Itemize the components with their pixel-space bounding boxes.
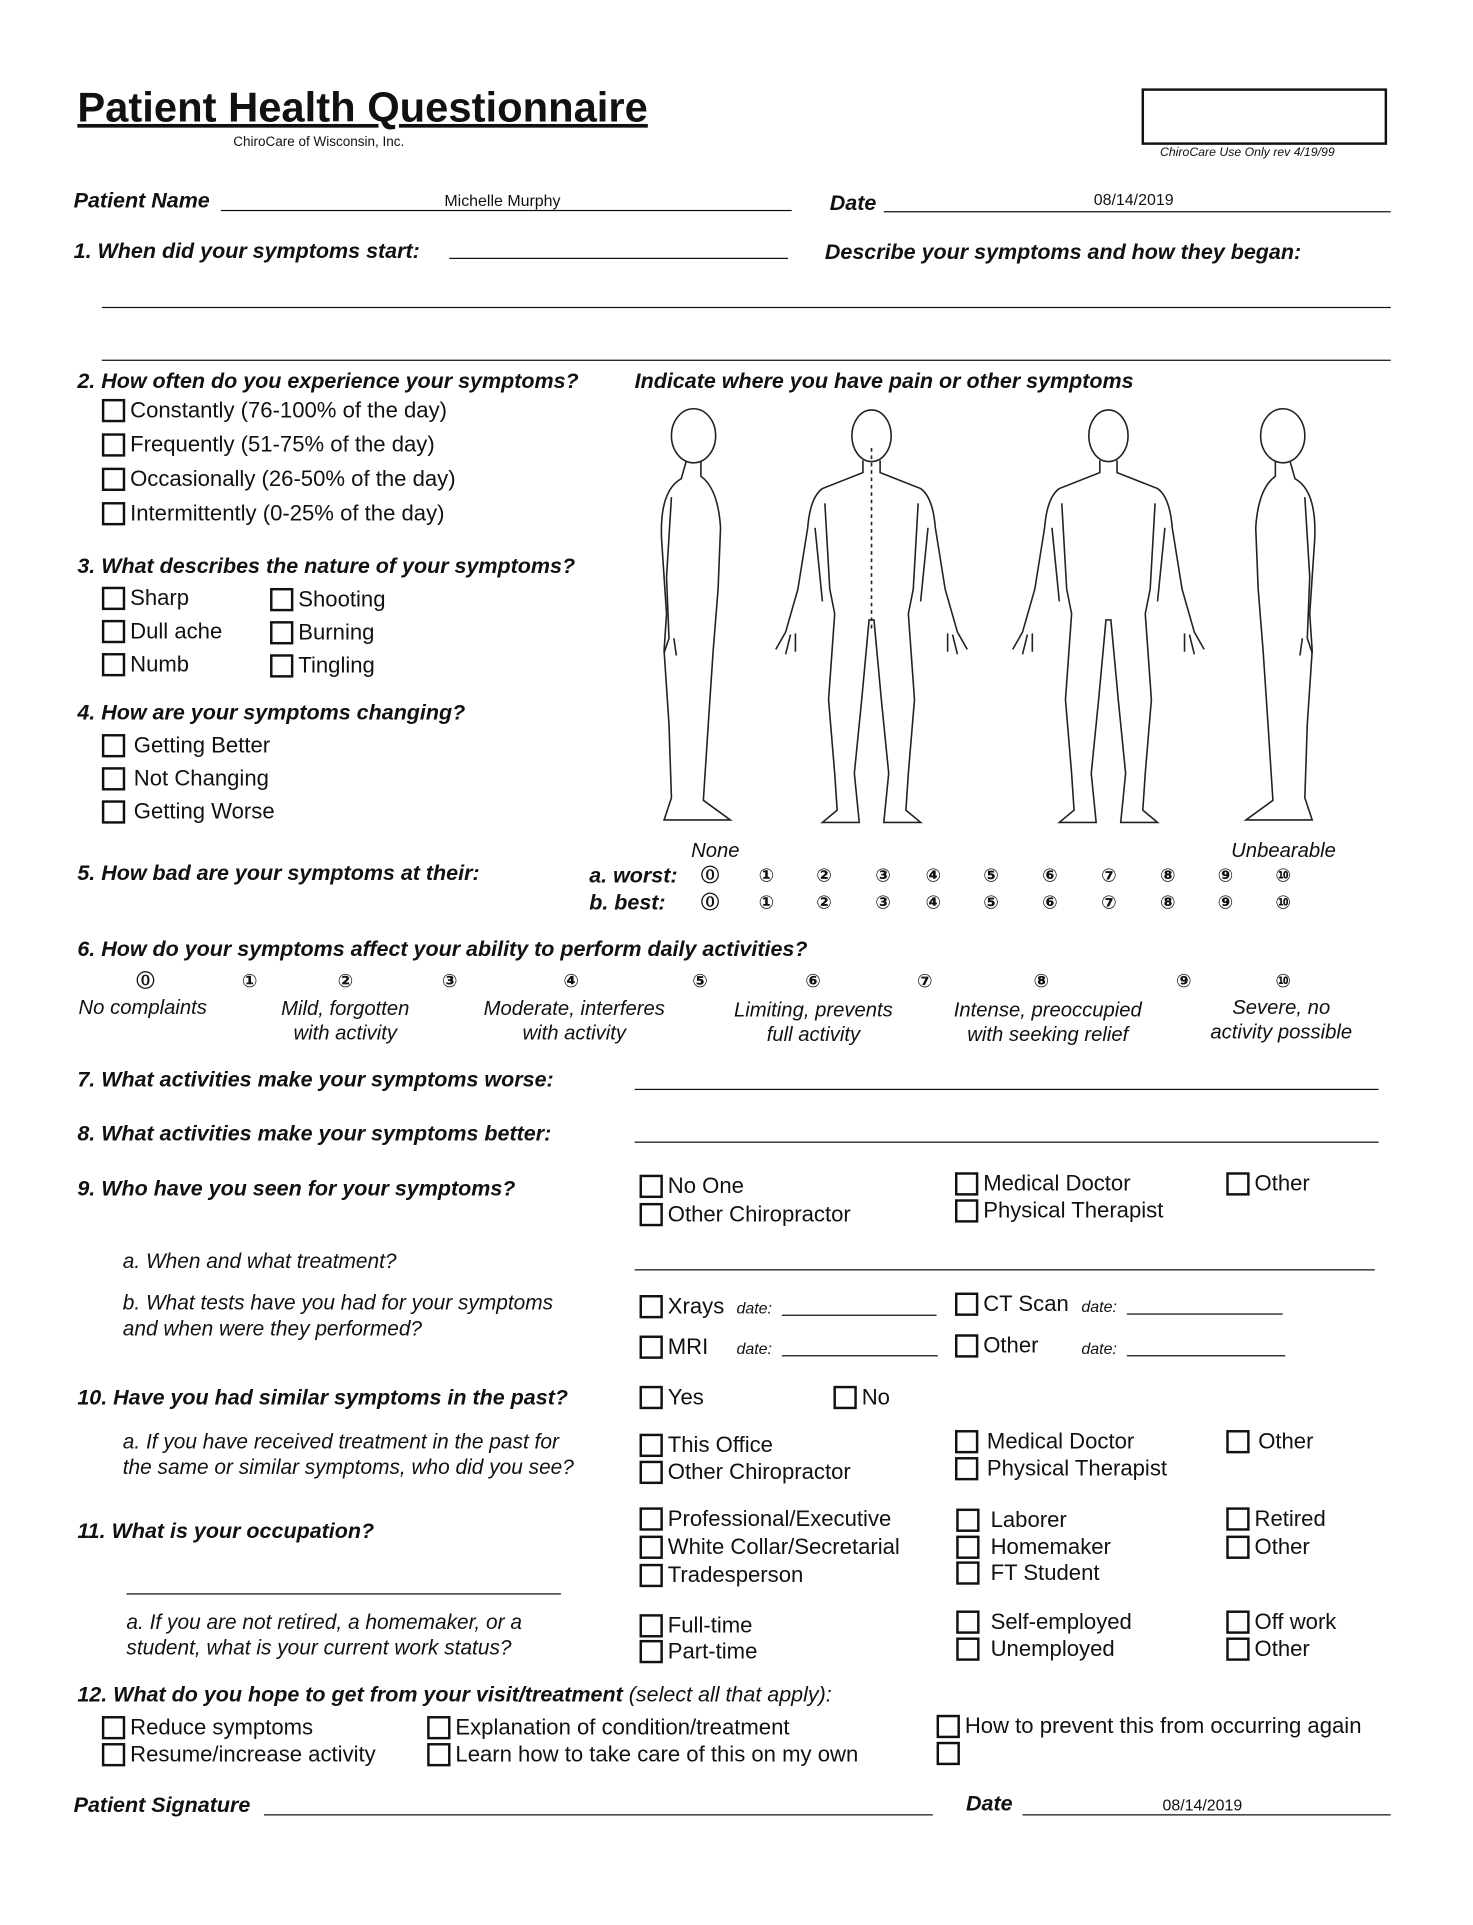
q10-no[interactable] bbox=[833, 1385, 889, 1410]
q5-best-option-9[interactable]: ⑨ bbox=[1217, 891, 1234, 914]
describe-label: Describe your symptoms and how they began: bbox=[824, 239, 1302, 264]
option-label: MRI bbox=[667, 1334, 709, 1359]
q6-desc-8: Intense, preoccupied with seeking relief bbox=[953, 999, 1142, 1046]
q6-option-1[interactable]: ① bbox=[241, 969, 258, 992]
q7-label: 7. What activities make your symptoms worse: bbox=[77, 1066, 554, 1092]
checkbox[interactable] bbox=[1226, 1610, 1249, 1633]
option-label: Medical Doctor bbox=[983, 1171, 1131, 1196]
signature-date-label: Date bbox=[966, 1790, 1013, 1816]
checkbox[interactable] bbox=[102, 398, 125, 421]
status-full-time[interactable] bbox=[640, 1613, 753, 1638]
q5-best-option-8[interactable]: ⑧ bbox=[1159, 891, 1176, 914]
q6-option-3[interactable]: ③ bbox=[441, 969, 458, 992]
q11-answer-line[interactable] bbox=[126, 1593, 561, 1594]
checkbox[interactable] bbox=[102, 767, 125, 790]
checkbox[interactable] bbox=[640, 1202, 663, 1225]
option-label: Intermittently (0-25% of the day) bbox=[130, 500, 445, 526]
q9-test-ct-scan[interactable] bbox=[955, 1291, 1069, 1316]
date-label: Date bbox=[829, 190, 877, 215]
q3-option-burning[interactable] bbox=[270, 620, 374, 645]
option-label: Constantly (76-100% of the day) bbox=[130, 397, 448, 423]
checkbox[interactable] bbox=[956, 1535, 979, 1558]
option-label: Tingling bbox=[298, 653, 375, 678]
q12-option-blank[interactable] bbox=[937, 1742, 965, 1765]
q11-option-ft-student[interactable] bbox=[956, 1560, 1099, 1585]
body-figure-side-right bbox=[1246, 409, 1315, 820]
checkbox[interactable] bbox=[102, 433, 125, 456]
q3-option-shooting[interactable] bbox=[270, 587, 385, 612]
option-label: Sharp bbox=[130, 585, 190, 611]
q9-test-other[interactable] bbox=[955, 1333, 1039, 1358]
signature-line[interactable] bbox=[264, 1814, 933, 1815]
q5-best-option-1[interactable]: ① bbox=[758, 891, 775, 914]
checkbox[interactable] bbox=[640, 1563, 663, 1586]
option-label: Xrays bbox=[667, 1293, 725, 1319]
status-other[interactable] bbox=[1226, 1636, 1310, 1661]
q10-yes[interactable] bbox=[640, 1385, 704, 1410]
option-label: Other bbox=[1258, 1428, 1314, 1454]
q10-option-medical-doctor[interactable] bbox=[955, 1429, 1134, 1454]
checkbox[interactable] bbox=[102, 652, 125, 675]
status-off-work[interactable] bbox=[1226, 1609, 1336, 1634]
q6-option-2[interactable]: ② bbox=[337, 969, 354, 992]
q12-label bbox=[77, 1682, 831, 1707]
q12-option-reduce-symptoms[interactable] bbox=[102, 1715, 313, 1740]
best-label: b. best: bbox=[589, 889, 666, 915]
q9-option-other[interactable] bbox=[1226, 1171, 1310, 1196]
body-diagram[interactable] bbox=[620, 399, 1369, 829]
q4-label: 4. How are your symptoms changing? bbox=[77, 699, 466, 725]
q10-option-other-chiropractor[interactable] bbox=[640, 1459, 851, 1484]
status-unemployed[interactable] bbox=[956, 1636, 1114, 1661]
q11-label: 11. What is your occupation? bbox=[77, 1518, 375, 1543]
checkbox[interactable] bbox=[956, 1508, 979, 1531]
q5-best-option-2[interactable]: ② bbox=[816, 891, 832, 914]
q11-option-laborer[interactable] bbox=[956, 1507, 1067, 1532]
q5-label: 5. How bad are your symptoms at their: bbox=[77, 860, 480, 886]
q11a-label-2: student, what is your current work status? bbox=[126, 1636, 512, 1660]
checkbox[interactable] bbox=[102, 619, 125, 642]
q5-worst-option-5[interactable]: ⑤ bbox=[983, 864, 999, 887]
checkbox[interactable] bbox=[956, 1610, 979, 1633]
q5-best-option-6[interactable]: ⑥ bbox=[1042, 891, 1058, 914]
checkbox[interactable] bbox=[955, 1292, 978, 1315]
q2-option-occasionally[interactable] bbox=[102, 466, 456, 491]
q6-option-0[interactable]: ⓪ bbox=[136, 969, 155, 992]
q9b-label-1: b. What tests have you had for your symptoms bbox=[122, 1291, 554, 1315]
body-figure-front bbox=[1013, 410, 1204, 822]
checkbox[interactable] bbox=[955, 1456, 978, 1479]
xrays-date-line[interactable] bbox=[782, 1315, 937, 1316]
q9-label: 9. Who have you seen for your symptoms? bbox=[77, 1175, 516, 1201]
checkbox[interactable] bbox=[1226, 1637, 1249, 1660]
q5-worst-option-7[interactable]: ⑦ bbox=[1101, 864, 1117, 887]
q11-option-professional[interactable] bbox=[640, 1506, 892, 1531]
q12-label-main: 12. What do you hope to get from your visit/treatment bbox=[77, 1681, 623, 1707]
q5-worst-option-1[interactable]: ① bbox=[758, 864, 775, 887]
q6-desc-10: Severe, no activity possible bbox=[1210, 996, 1353, 1044]
q6-desc-6: Limiting, prevents full activity bbox=[734, 999, 893, 1046]
checkbox[interactable] bbox=[640, 1639, 663, 1662]
option-label: Reduce symptoms bbox=[130, 1714, 314, 1740]
mri-date-label: date: bbox=[736, 1339, 773, 1358]
status-self-employed[interactable] bbox=[956, 1609, 1132, 1634]
q10-option-physical-therapist[interactable] bbox=[955, 1456, 1167, 1481]
option-label: No bbox=[861, 1384, 890, 1410]
q5-best-option-7[interactable]: ⑦ bbox=[1101, 891, 1117, 914]
option-label: Frequently (51-75% of the day) bbox=[130, 432, 435, 457]
scale-unbearable-label: Unbearable bbox=[1231, 839, 1336, 862]
q6-option-4[interactable]: ④ bbox=[563, 969, 580, 992]
option-label: Unemployed bbox=[990, 1636, 1115, 1661]
option-label: Medical Doctor bbox=[986, 1428, 1135, 1454]
company-name: ChiroCare of Wisconsin, Inc. bbox=[233, 135, 405, 150]
q10-option-this-office[interactable] bbox=[640, 1432, 773, 1457]
q8-answer-line[interactable] bbox=[635, 1142, 1379, 1143]
q5-worst-option-8[interactable]: ⑧ bbox=[1159, 864, 1176, 887]
checkbox[interactable] bbox=[955, 1172, 978, 1195]
q12-label-suffix: (select all that apply): bbox=[628, 1681, 832, 1707]
q6-option-9[interactable]: ⑨ bbox=[1175, 969, 1192, 992]
q6-option-7[interactable]: ⑦ bbox=[916, 969, 933, 992]
option-label: Laborer bbox=[990, 1507, 1067, 1532]
checkbox[interactable] bbox=[640, 1385, 663, 1408]
option-label: Burning bbox=[298, 619, 375, 645]
q4-option-worse[interactable] bbox=[102, 799, 275, 824]
q11-option-homemaker[interactable] bbox=[956, 1534, 1111, 1559]
q2-option-frequently[interactable] bbox=[102, 432, 435, 457]
checkbox[interactable] bbox=[640, 1433, 663, 1456]
q6-option-10[interactable]: ⑩ bbox=[1275, 969, 1291, 992]
q6-desc-2: Mild, forgotten with activity bbox=[281, 997, 410, 1045]
q9-test-xrays[interactable] bbox=[640, 1294, 725, 1319]
option-label: Other bbox=[983, 1333, 1039, 1358]
q8-label: 8. What activities make your symptoms better: bbox=[77, 1120, 552, 1146]
q9a-answer-line[interactable] bbox=[635, 1269, 1375, 1270]
checkbox[interactable] bbox=[640, 1507, 663, 1530]
checkbox[interactable] bbox=[102, 467, 125, 490]
option-label: How to prevent this from occurring again bbox=[964, 1713, 1362, 1739]
q9-option-medical-doctor[interactable] bbox=[955, 1171, 1131, 1196]
q10a-label-1: a. If you have received treatment in the past for bbox=[122, 1430, 559, 1454]
q5-best-option-3[interactable]: ③ bbox=[875, 891, 891, 914]
checkbox[interactable] bbox=[640, 1294, 663, 1317]
q7-answer-line[interactable] bbox=[635, 1089, 1379, 1090]
form-title: Patient Health Questionnaire bbox=[77, 84, 648, 132]
option-label: Other bbox=[1254, 1636, 1310, 1661]
q10-option-other[interactable] bbox=[1226, 1429, 1313, 1454]
option-label: Not Changing bbox=[133, 765, 269, 791]
q2-option-constantly[interactable] bbox=[102, 398, 447, 423]
q9-test-mri[interactable] bbox=[640, 1334, 709, 1359]
checkbox[interactable] bbox=[427, 1742, 450, 1765]
q11-option-white-collar[interactable] bbox=[640, 1534, 900, 1559]
checkbox[interactable] bbox=[270, 587, 293, 610]
q3-label: 3. What describes the nature of your symptoms? bbox=[77, 553, 576, 579]
ct-date-line[interactable] bbox=[1127, 1313, 1283, 1314]
q3-option-tingling[interactable] bbox=[270, 653, 375, 678]
signature-label: Patient Signature bbox=[73, 1792, 251, 1817]
q6-option-6[interactable]: ⑥ bbox=[805, 969, 821, 992]
other-test-date-line[interactable] bbox=[1127, 1355, 1285, 1356]
q11-option-tradesperson[interactable] bbox=[640, 1563, 804, 1588]
option-label: Physical Therapist bbox=[983, 1198, 1164, 1223]
option-label: Resume/increase activity bbox=[130, 1741, 376, 1767]
q10-label: 10. Have you had similar symptoms in the past? bbox=[77, 1384, 568, 1410]
q6-label: 6. How do your symptoms affect your ability to perform daily activities? bbox=[77, 936, 808, 962]
q9a-label: a. When and what treatment? bbox=[122, 1249, 397, 1273]
q6-option-5[interactable]: ⑤ bbox=[692, 969, 708, 992]
q2-label: 2. How often do you experience your symptoms? bbox=[77, 368, 579, 393]
option-label: Self-employed bbox=[990, 1609, 1132, 1634]
checkbox[interactable] bbox=[1226, 1429, 1249, 1452]
q1-label: 1. When did your symptoms start: bbox=[73, 238, 420, 263]
checkbox[interactable] bbox=[955, 1334, 978, 1357]
option-label: Other Chiropractor bbox=[667, 1459, 851, 1485]
other-test-date-label: date: bbox=[1081, 1339, 1117, 1358]
checkbox[interactable] bbox=[102, 800, 125, 823]
checkbox[interactable] bbox=[956, 1561, 979, 1584]
option-label: Other Chiropractor bbox=[667, 1201, 851, 1227]
q4-option-not-changing[interactable] bbox=[102, 766, 269, 791]
option-label: Dull ache bbox=[130, 618, 223, 644]
option-label: Getting Worse bbox=[133, 799, 275, 824]
checkbox[interactable] bbox=[937, 1714, 960, 1737]
checkbox[interactable] bbox=[640, 1335, 663, 1358]
q2-option-intermittently[interactable] bbox=[102, 501, 445, 526]
checkbox[interactable] bbox=[1226, 1172, 1249, 1195]
q1-answer-line[interactable] bbox=[449, 258, 788, 259]
date-line[interactable] bbox=[884, 211, 1391, 212]
q5-worst-option-0[interactable]: ⓪ bbox=[700, 864, 720, 887]
describe-line-1[interactable] bbox=[102, 307, 1391, 308]
checkbox[interactable] bbox=[640, 1614, 663, 1637]
q3-option-sharp[interactable] bbox=[102, 586, 189, 611]
q5-worst-option-4[interactable]: ④ bbox=[925, 864, 942, 887]
option-label: No One bbox=[667, 1173, 744, 1199]
option-label: Other bbox=[1254, 1534, 1310, 1559]
q12-option-learn-self-care[interactable] bbox=[427, 1742, 858, 1767]
patient-name-value[interactable]: Michelle Murphy bbox=[444, 191, 561, 210]
mri-date-line[interactable] bbox=[782, 1355, 938, 1356]
q6-desc-4: Moderate, interferes with activity bbox=[483, 997, 665, 1045]
scale-none-label: None bbox=[691, 839, 740, 862]
q4-option-better[interactable] bbox=[102, 733, 270, 758]
option-label: White Collar/Secretarial bbox=[667, 1534, 900, 1559]
q5-worst-option-2[interactable]: ② bbox=[816, 864, 832, 887]
option-label: Homemaker bbox=[990, 1534, 1111, 1559]
q3-option-dull-ache[interactable] bbox=[102, 619, 222, 644]
q5-worst-option-10[interactable]: ⑩ bbox=[1275, 864, 1291, 887]
option-label: This Office bbox=[667, 1432, 773, 1458]
checkbox[interactable] bbox=[833, 1385, 856, 1408]
checkbox[interactable] bbox=[640, 1460, 663, 1483]
option-label: Part-time bbox=[667, 1638, 758, 1664]
q11-option-retired[interactable] bbox=[1226, 1506, 1325, 1531]
option-label: Physical Therapist bbox=[986, 1455, 1168, 1481]
checkbox[interactable] bbox=[270, 621, 293, 644]
checkbox[interactable] bbox=[102, 1715, 125, 1738]
option-label: Yes bbox=[667, 1384, 704, 1410]
checkbox[interactable] bbox=[102, 501, 125, 524]
q6-option-8[interactable]: ⑧ bbox=[1033, 969, 1050, 992]
q5-worst-option-9[interactable]: ⑨ bbox=[1217, 864, 1234, 887]
body-chart-label: Indicate where you have pain or other symptoms bbox=[634, 368, 1134, 393]
checkbox[interactable] bbox=[640, 1535, 663, 1558]
q5-best-option-4[interactable]: ④ bbox=[925, 891, 942, 914]
checkbox[interactable] bbox=[270, 654, 293, 677]
option-label: Learn how to take care of this on my own bbox=[455, 1741, 859, 1767]
office-use-label: ChiroCare Use Only rev 4/19/99 bbox=[1159, 146, 1335, 160]
q9-option-physical-therapist[interactable] bbox=[955, 1198, 1163, 1223]
body-figure-side-left bbox=[661, 409, 730, 820]
q12-option-explanation[interactable] bbox=[427, 1715, 789, 1740]
q12-option-prevent[interactable] bbox=[937, 1714, 1362, 1739]
option-label: Getting Better bbox=[133, 732, 271, 758]
checkbox[interactable] bbox=[1226, 1507, 1249, 1530]
q5-worst-option-3[interactable]: ③ bbox=[875, 864, 891, 887]
option-label: Shooting bbox=[298, 586, 386, 612]
option-label: Explanation of condition/treatment bbox=[455, 1714, 790, 1740]
checkbox[interactable] bbox=[937, 1742, 960, 1765]
option-label: Tradesperson bbox=[667, 1562, 804, 1588]
q10a-label-2: the same or similar symptoms, who did you see? bbox=[122, 1455, 574, 1480]
patient-name-label: Patient Name bbox=[73, 187, 210, 213]
ct-date-label: date: bbox=[1081, 1297, 1117, 1316]
office-use-box bbox=[1142, 88, 1388, 144]
q11a-label-1: a. If you are not retired, a homemaker, or a bbox=[126, 1610, 522, 1634]
q3-option-numb[interactable] bbox=[102, 652, 189, 677]
status-part-time[interactable] bbox=[640, 1639, 758, 1664]
checkbox[interactable] bbox=[1226, 1535, 1249, 1558]
checkbox[interactable] bbox=[102, 733, 125, 756]
date-value[interactable]: 08/14/2019 bbox=[1093, 190, 1174, 209]
option-label: FT Student bbox=[990, 1560, 1100, 1585]
q9b-label-2: and when were they performed? bbox=[122, 1317, 423, 1341]
q5-best-option-10[interactable]: ⑩ bbox=[1275, 891, 1291, 914]
q6-desc-0: No complaints bbox=[78, 996, 207, 1019]
option-label: Numb bbox=[130, 651, 190, 677]
q12-option-resume-activity[interactable] bbox=[102, 1742, 376, 1767]
option-label: Other bbox=[1254, 1171, 1310, 1196]
option-label: Occasionally (26-50% of the day) bbox=[130, 466, 456, 491]
q5-best-option-5[interactable]: ⑤ bbox=[983, 891, 999, 914]
checkbox[interactable] bbox=[102, 586, 125, 609]
option-label: Full-time bbox=[667, 1612, 753, 1638]
option-label: CT Scan bbox=[983, 1291, 1069, 1316]
checkbox[interactable] bbox=[956, 1637, 979, 1660]
option-label: Off work bbox=[1254, 1609, 1337, 1634]
checkbox[interactable] bbox=[955, 1199, 978, 1222]
q9-option-no-one[interactable] bbox=[640, 1173, 744, 1198]
xrays-date-label: date: bbox=[736, 1298, 773, 1318]
q5-best-option-0[interactable]: ⓪ bbox=[700, 891, 720, 914]
checkbox[interactable] bbox=[955, 1429, 978, 1452]
checkbox[interactable] bbox=[102, 1742, 125, 1765]
signature-date-value[interactable]: 08/14/2019 bbox=[1162, 1795, 1243, 1815]
checkbox[interactable] bbox=[427, 1715, 450, 1738]
option-label: Retired bbox=[1254, 1506, 1326, 1531]
q11-option-other[interactable] bbox=[1226, 1534, 1310, 1559]
q5-worst-option-6[interactable]: ⑥ bbox=[1042, 864, 1058, 887]
checkbox[interactable] bbox=[640, 1174, 663, 1197]
option-label: Professional/Executive bbox=[667, 1506, 892, 1531]
q9-option-other-chiropractor[interactable] bbox=[640, 1202, 851, 1227]
worst-label: a. worst: bbox=[589, 862, 678, 888]
describe-line-2[interactable] bbox=[102, 360, 1391, 361]
